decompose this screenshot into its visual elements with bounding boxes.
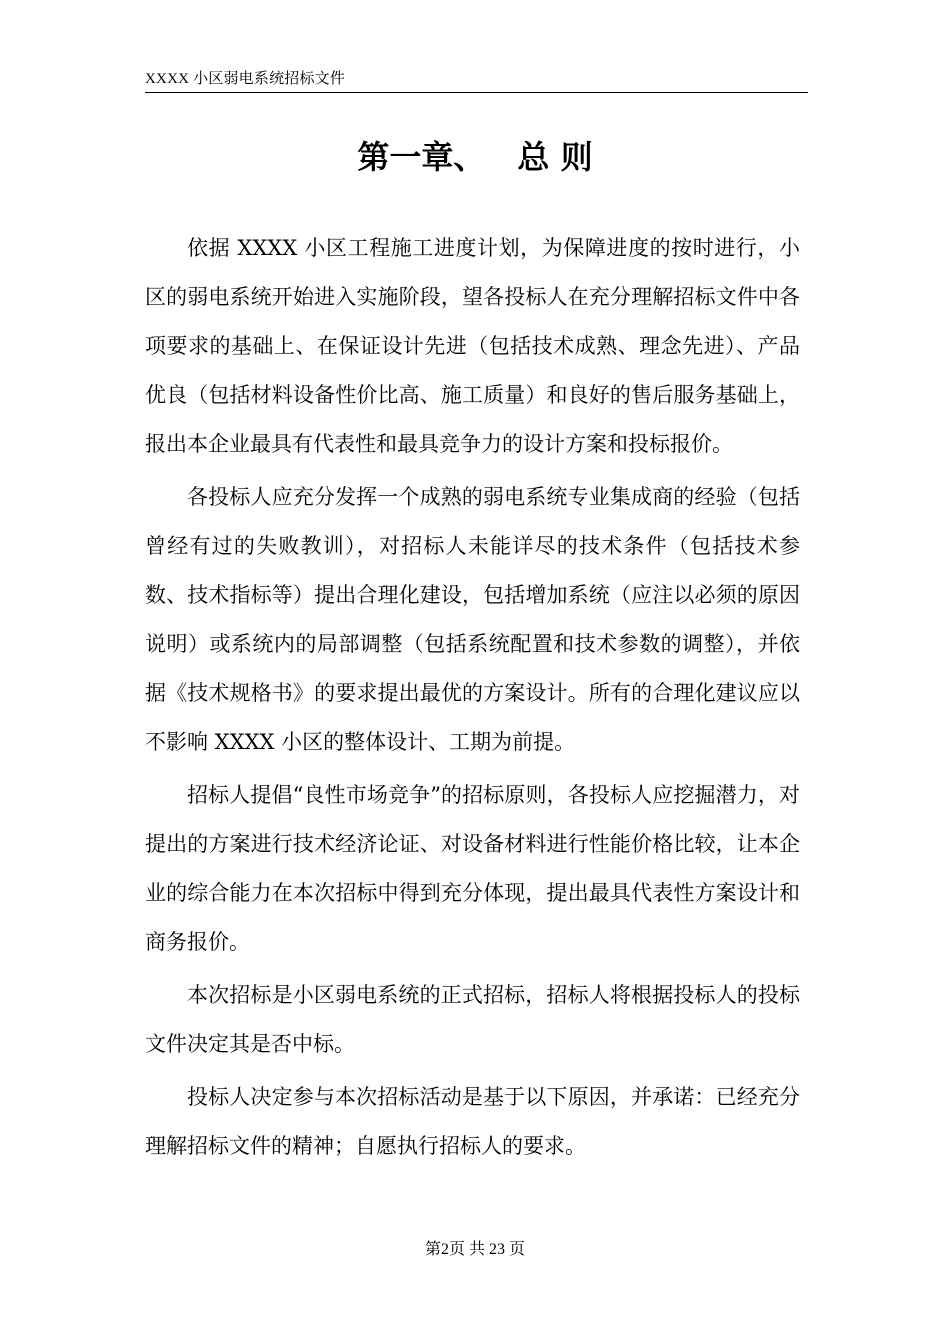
- chapter-name: 总 则: [517, 138, 593, 176]
- page-header: [145, 66, 808, 93]
- page-footer: [0, 1238, 950, 1262]
- document-body: [145, 224, 800, 1171]
- paragraph-3: 招标人提倡“良性市场竞争”的招标原则，各投标人应挖掘潜力，对提出的方案进行技术经济论证、对设备材料进行性能价格比较，让本企业的综合能力在本次招标中得到充分体现，提出最具代表性方案设计和商务报价。: [145, 783, 800, 954]
- chapter-title: [0, 132, 950, 182]
- paragraph-5: 投标人决定参与本次招标活动是基于以下原因，并承诺：已经充分理解招标文件的精神；自愿执行招标人的要求。: [145, 1085, 800, 1158]
- paragraph-2: 各投标人应充分发挥一个成熟的弱电系统专业集成商的经验（包括曾经有过的失败教训），对招标人未能详尽的技术条件（包括技术参数、技术指标等）提出合理化建设，包括增加系统（应注以必须的原因说明）或系统内的局部调整（包括系统配置和技术参数的调整），并依据《技术规格书》的要求提出最优的方案设计。所有的合理化建议应以不影响 XXXX 小区的整体设计、工期为前提。: [145, 485, 800, 754]
- paragraph-1: 依据 XXXX 小区工程施工进度计划，为保障进度的按时进行，小区的弱电系统开始进入实施阶段，望各投标人在充分理解招标文件中各项要求的基础上、在保证设计先进（包括技术成熟、理念先进）、产品优良（包括材料设备性价比高、施工质量）和良好的售后服务基础上，报出本企业最具有代表性和最具竞争力的设计方案和投标报价。: [145, 236, 800, 456]
- document-title: XXXX 小区弱电系统招标文件: [145, 71, 346, 87]
- paragraph-4: 本次招标是小区弱电系统的正式招标，招标人将根据投标人的投标文件决定其是否中标。: [145, 983, 800, 1056]
- chapter-number: 第一章、: [357, 138, 486, 176]
- page-number: 第2页 共 23 页: [424, 1241, 525, 1258]
